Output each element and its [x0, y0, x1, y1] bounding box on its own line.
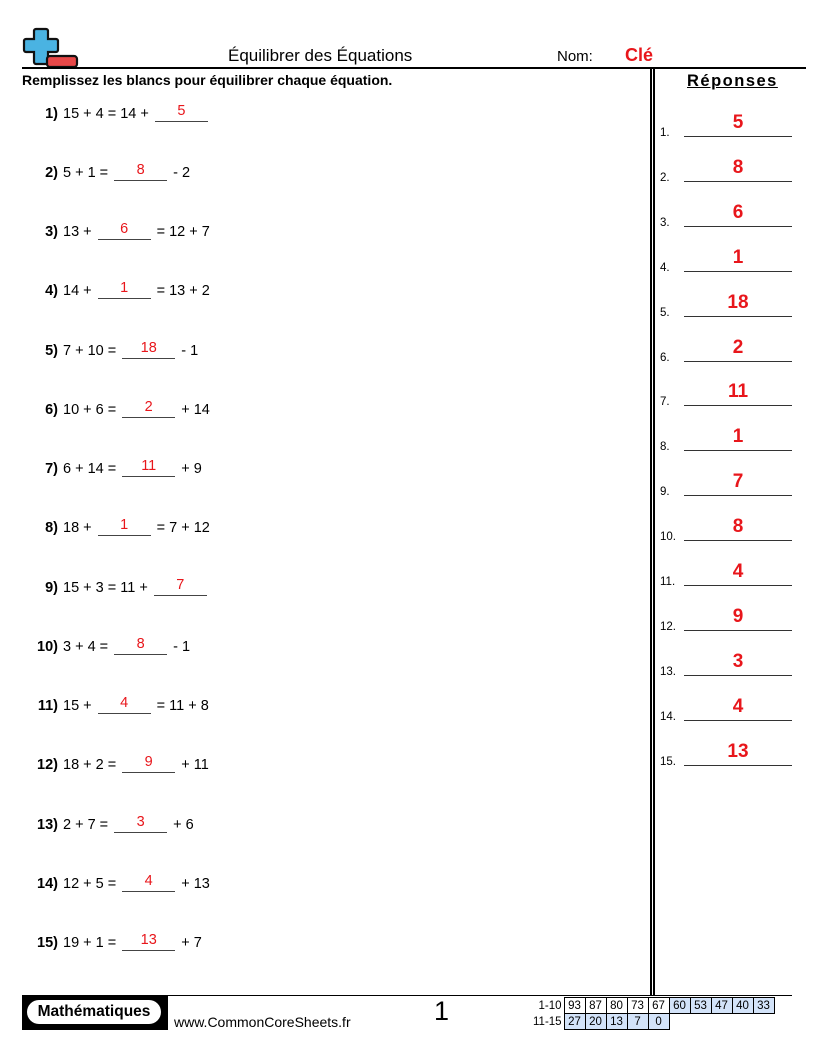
name-label: Nom: [557, 48, 593, 65]
answer-key-row: 5. 18 [660, 297, 792, 319]
answer-key-value[interactable]: 13 [684, 742, 792, 766]
answer-key-row: 7. 11 [660, 386, 792, 408]
problem-row: 8) 18 + 1 = 7 + 12 [45, 517, 210, 536]
column-divider [650, 69, 655, 996]
answer-key-row: 14. 4 [660, 701, 792, 723]
answer-key-value[interactable]: 4 [684, 697, 792, 721]
answer-key-value[interactable]: 1 [684, 427, 792, 451]
answer-blank[interactable]: 13 [122, 932, 175, 951]
problem-row: 1) 15 + 4 = 14 + 5 [22, 102, 214, 122]
website-link[interactable]: www.CommonCoreSheets.fr [174, 1014, 351, 1030]
problem-row: 4) 14 + 1 = 13 + 2 [45, 280, 210, 299]
answer-key-value[interactable]: 11 [684, 382, 792, 406]
score-row: 1-10 93 87 80 73 67 60 53 47 40 33 [530, 998, 774, 1014]
score-table [530, 997, 775, 1030]
answer-key-value[interactable]: 9 [684, 607, 792, 631]
answer-blank[interactable]: 8 [114, 162, 167, 181]
problem-row: 6) 10 + 6 = 2 + 14 [45, 399, 210, 418]
answer-key-row: 8. 1 [660, 431, 792, 453]
problem-row: 14) 12 + 5 = 4 + 13 [37, 873, 210, 892]
plus-minus-logo-icon [22, 27, 80, 69]
worksheet-title: Équilibrer des Équations [228, 46, 413, 65]
answer-key-value[interactable]: 8 [684, 158, 792, 182]
brand-label: Mathématiques [27, 1000, 161, 1024]
answer-blank[interactable]: 4 [122, 873, 175, 892]
answer-blank[interactable]: 2 [122, 399, 175, 418]
problem-row: 3) 13 + 6 = 12 + 7 [45, 221, 210, 240]
answers-title: Réponses [687, 72, 778, 90]
answer-blank[interactable]: 18 [122, 340, 175, 359]
answer-blank[interactable]: 1 [98, 517, 151, 536]
answer-key-row: 13. 3 [660, 656, 792, 678]
page-number: 1 [434, 996, 450, 1026]
answer-key-value[interactable]: 6 [684, 203, 792, 227]
problem-row: 5) 7 + 10 = 18 - 1 [45, 340, 199, 359]
header-rule [22, 67, 806, 69]
answer-key-row: 10. 8 [660, 521, 792, 543]
answer-key-row: 15. 13 [660, 746, 792, 768]
score-row: 11-15 27 20 13 7 0 [530, 1014, 774, 1030]
answer-blank[interactable]: 3 [114, 814, 167, 833]
answer-blank[interactable]: 6 [98, 221, 151, 240]
instructions: Remplissez les blancs pour équilibrer chaque équation. [22, 72, 393, 88]
answer-key-row: 11. 4 [660, 566, 792, 588]
answer-key-value[interactable]: 7 [684, 472, 792, 496]
problem-row: 13) 2 + 7 = 3 + 6 [37, 814, 194, 833]
answer-key-value[interactable]: 2 [684, 338, 792, 362]
problem-row: 2) 5 + 1 = 8 - 2 [45, 162, 191, 181]
brand-badge [22, 996, 168, 1030]
problem-row: 15) 19 + 1 = 13 + 7 [37, 932, 202, 951]
answer-key-row: 2. 8 [660, 162, 792, 184]
answer-key-value[interactable]: 1 [684, 248, 792, 272]
problem-row: 10) 3 + 4 = 8 - 1 [37, 636, 191, 655]
problem-row: 12) 18 + 2 = 9 + 11 [37, 754, 209, 773]
answer-blank[interactable]: 8 [114, 636, 167, 655]
name-value: Clé [625, 45, 654, 65]
answer-blank[interactable]: 5 [155, 103, 208, 122]
answer-key-value[interactable]: 3 [684, 652, 792, 676]
answer-key-row: 6. 2 [660, 342, 792, 364]
answer-key-row: 1. 5 [660, 117, 792, 139]
problem-row: 7) 6 + 14 = 11 + 9 [45, 458, 202, 477]
answer-key-value[interactable]: 8 [684, 517, 792, 541]
answer-key-row: 9. 7 [660, 476, 792, 498]
answer-blank[interactable]: 11 [122, 458, 175, 477]
answer-key-row: 3. 6 [660, 207, 792, 229]
answer-key-value[interactable]: 18 [684, 293, 792, 317]
answer-blank[interactable]: 7 [154, 577, 207, 596]
problem-row: 11) 15 + 4 = 11 + 8 [37, 695, 209, 714]
answer-key-row: 12. 9 [660, 611, 792, 633]
answer-blank[interactable]: 4 [98, 695, 151, 714]
answer-key-row: 4. 1 [660, 252, 792, 274]
answer-key-value[interactable]: 4 [684, 562, 792, 586]
answer-key-value[interactable]: 5 [684, 113, 792, 137]
problem-row: 9) 15 + 3 = 11 + 7 [22, 576, 213, 596]
answer-blank[interactable]: 1 [98, 280, 151, 299]
answer-blank[interactable]: 9 [122, 754, 175, 773]
